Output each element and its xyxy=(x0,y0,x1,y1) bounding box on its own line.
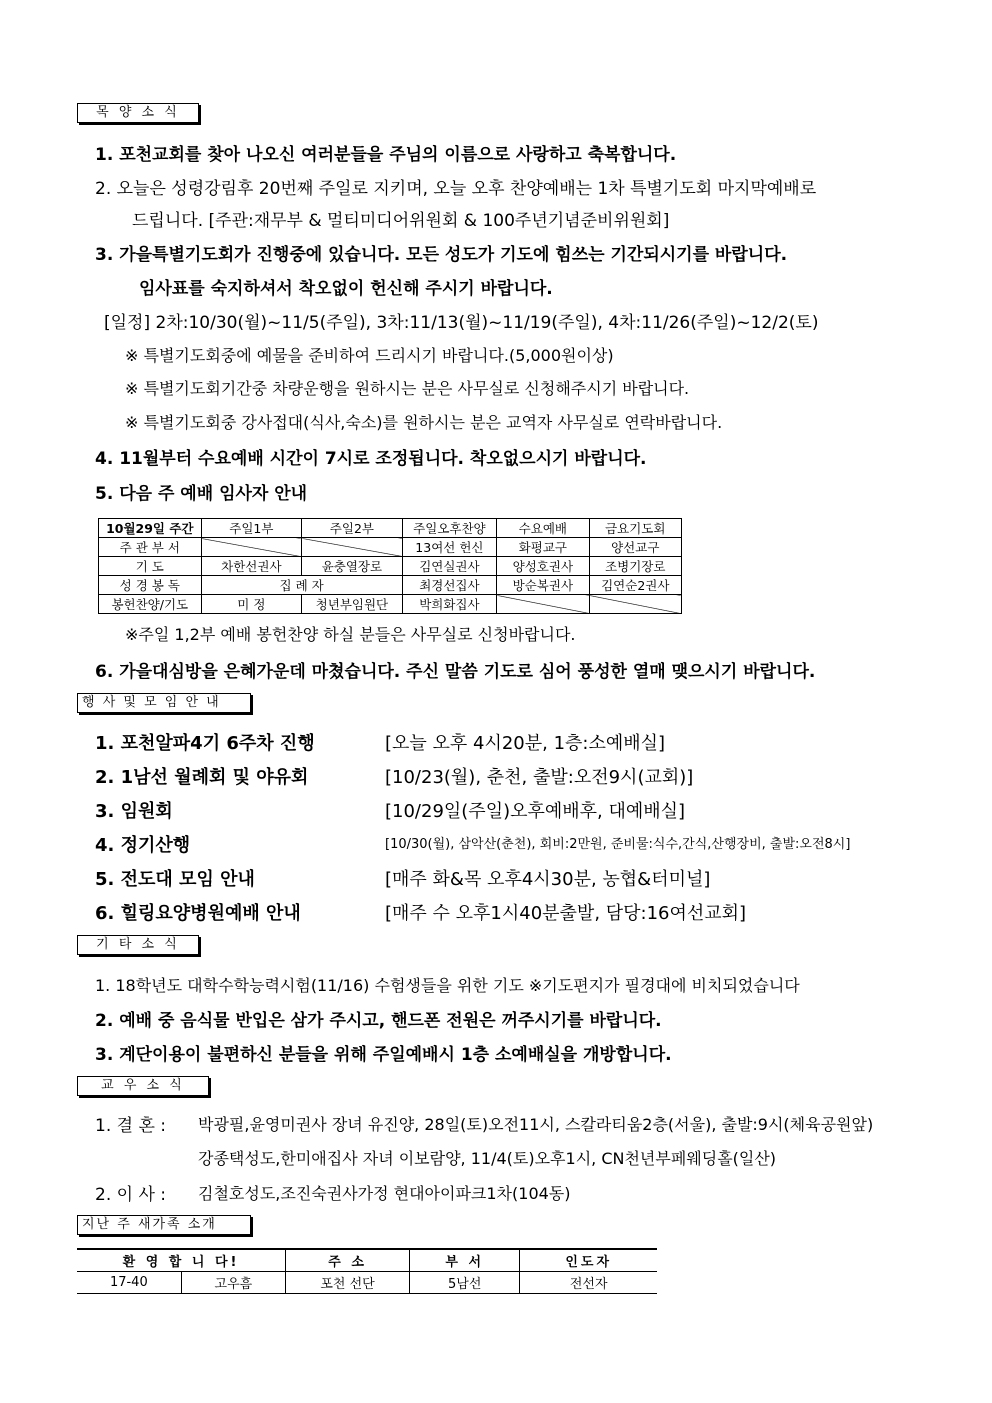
table-row xyxy=(77,1272,657,1294)
section-pastoral-header: 목 양 소 식 xyxy=(77,103,199,123)
service-schedule-table xyxy=(98,518,682,614)
new-family-header: 환 영 합 니 다! xyxy=(77,1249,286,1272)
table-cell: 박희화집사 xyxy=(402,595,496,614)
section-new-family-header: 지난 주 새가족 소개 xyxy=(77,1215,251,1235)
table-cell: 미 정 xyxy=(201,595,302,614)
schedule-header-col: 주일오후찬양 xyxy=(402,519,496,538)
event-detail: [매주 화&목 오후4시30분, 농협&터미널] xyxy=(385,869,711,890)
table-cell: 주 관 부 서 xyxy=(99,538,202,557)
note-speaker: ※ 특별기도회중 강사접대(식사,숙소)를 원하시는 분은 교역자 사무실로 연락바랍니다. xyxy=(125,413,723,432)
schedule-header-col: 금요기도회 xyxy=(589,519,681,538)
event-title: 2. 1남선 월례회 및 야유회 xyxy=(95,767,309,788)
table-cell: 차한선권사 xyxy=(201,557,302,576)
table-cell: 양선교구 xyxy=(589,538,681,557)
new-family-header: 주 소 xyxy=(286,1249,410,1272)
table-cell: 양성호권사 xyxy=(497,557,589,576)
wedding-entry-1: 박광필,윤영미권사 장녀 유진양, 28일(토)오전11시, 스칼라티움2층(서울), 출발:9시(체육공원앞) xyxy=(198,1115,874,1134)
new-family-table xyxy=(77,1248,657,1294)
table-cell-empty xyxy=(589,595,681,614)
table-row xyxy=(99,576,682,595)
section-members-header: 교 우 소 식 xyxy=(77,1076,209,1096)
section-etc-header: 기 타 소 식 xyxy=(77,935,199,955)
table-row xyxy=(77,1249,657,1272)
event-detail: [오늘 오후 4시20분, 1층:소예배실] xyxy=(385,733,666,754)
table-cell: 봉헌찬양/기도 xyxy=(99,595,202,614)
table-cell: 기 도 xyxy=(99,557,202,576)
pastoral-item-3: 3. 가을특별기도회가 진행중에 있습니다. 모든 성도가 기도에 힘쓰는 기간되시기를 바랍니다. xyxy=(95,245,788,265)
event-detail: [10/30(월), 삼악산(춘천), 회비:2만원, 준비물:식수,간식,산행장비, 출발:오전8시] xyxy=(385,837,851,852)
etc-item-1: 1. 18학년도 대학수학능력시험(11/16) 수험생들을 위한 기도 ※기도편지가 필경대에 비치되었습니다 xyxy=(95,976,800,995)
table-row xyxy=(99,538,682,557)
table-cell: 김연순2권사 xyxy=(589,576,681,595)
schedule-header-col: 주일2부 xyxy=(302,519,403,538)
note-vehicle: ※ 특별기도회기간중 차량운행을 원하시는 분은 사무실로 신청해주시기 바랍니다. xyxy=(125,379,690,398)
new-family-header: 부 서 xyxy=(410,1249,520,1272)
table-cell: 조병기장로 xyxy=(589,557,681,576)
table-row xyxy=(99,557,682,576)
event-title: 3. 임원회 xyxy=(95,801,173,822)
table-cell: 화평교구 xyxy=(497,538,589,557)
table-row xyxy=(99,595,682,614)
move-entry: 김철호성도,조진숙권사가정 현대아이파크1차(104동) xyxy=(198,1184,571,1203)
table-cell: 13여선 헌신 xyxy=(402,538,496,557)
schedule-header-col: 주일1부 xyxy=(201,519,302,538)
new-family-header: 인도자 xyxy=(520,1249,657,1272)
table-cell-empty xyxy=(201,538,302,557)
table-cell: 윤충열장로 xyxy=(302,557,403,576)
table-cell: 5남선 xyxy=(410,1272,520,1294)
wedding-label: 1. 결 혼 : xyxy=(95,1116,167,1136)
table-cell: 방순복권사 xyxy=(497,576,589,595)
table-cell: 집 례 자 xyxy=(201,576,402,595)
table-cell: 최경선집사 xyxy=(402,576,496,595)
move-label: 2. 이 사 : xyxy=(95,1185,167,1205)
table-cell: 포천 선단 xyxy=(286,1272,410,1294)
event-title: 5. 전도대 모임 안내 xyxy=(95,869,255,890)
table-cell: 청년부임원단 xyxy=(302,595,403,614)
table-cell: 전선자 xyxy=(520,1272,657,1294)
note-offering: ※ 특별기도회중에 예물을 준비하여 드리시기 바랍니다.(5,000원이상) xyxy=(125,346,614,365)
schedule-header-week: 10월29일 주간 xyxy=(99,519,202,538)
section-events-header: 행 사 및 모 임 안 내 xyxy=(77,693,251,713)
pastoral-item-2: 2. 오늘은 성령강림후 20번째 주일로 지키며, 오늘 오후 찬양예배는 1차 특별기도회 마지막예배로 xyxy=(95,179,817,199)
event-title: 1. 포천알파4기 6주차 진행 xyxy=(95,733,315,754)
etc-item-3: 3. 계단이용이 불편하신 분들을 위해 주일예배시 1층 소예배실을 개방합니다. xyxy=(95,1045,672,1065)
table-cell-empty xyxy=(302,538,403,557)
event-detail: [10/23(월), 춘천, 출발:오전9시(교회)] xyxy=(385,767,694,788)
table-cell-empty xyxy=(497,595,589,614)
pastoral-item-6: 6. 가을대심방을 은혜가운데 마쳤습니다. 주신 말씀 기도로 심어 풍성한 열매 맺으시기 바랍니다. xyxy=(95,662,816,682)
event-detail: [10/29일(주일)오후예배후, 대예배실] xyxy=(385,801,686,822)
wedding-entry-2: 강종택성도,한미애집사 자녀 이보람양, 11/4(토)오후1시, CN천년부페웨딩홀(일산) xyxy=(198,1149,777,1168)
event-detail: [매주 수 오후1시40분출발, 담당:16여선교회] xyxy=(385,903,747,924)
table-cell: 성 경 봉 독 xyxy=(99,576,202,595)
pastoral-item-1: 1. 포천교회를 찾아 나오신 여러분들을 주님의 이름으로 사랑하고 축복합니다. xyxy=(95,145,677,165)
table-cell: 고우흠 xyxy=(181,1272,285,1294)
table-row xyxy=(99,519,682,538)
schedule-dates: [일정] 2차:10/30(월)~11/5(주일), 3차:11/13(월)~11/19(주일), 4차:11/26(주일)~12/2(토) xyxy=(104,313,819,333)
table-cell: 17-40 xyxy=(77,1272,181,1294)
pastoral-item-2b: 드립니다. [주관:재무부 & 멀티미디어위원회 & 100주년기념준비위원회] xyxy=(132,211,670,231)
schedule-header-col: 수요예배 xyxy=(497,519,589,538)
event-title: 6. 힐링요양병원예배 안내 xyxy=(95,903,301,924)
pastoral-item-3b: 임사표를 숙지하셔서 착오없이 헌신해 주시기 바랍니다. xyxy=(139,279,553,299)
table-cell: 김연실권사 xyxy=(402,557,496,576)
event-title: 4. 정기산행 xyxy=(95,835,191,856)
schedule-note: ※주일 1,2부 예배 봉헌찬양 하실 분들은 사무실로 신청바랍니다. xyxy=(125,625,576,644)
pastoral-item-4: 4. 11월부터 수요예배 시간이 7시로 조정됩니다. 착오없으시기 바랍니다. xyxy=(95,449,647,469)
etc-item-2: 2. 예배 중 음식물 반입은 삼가 주시고, 핸드폰 전원은 꺼주시기를 바랍니다. xyxy=(95,1011,662,1031)
pastoral-item-5: 5. 다음 주 예배 임사자 안내 xyxy=(95,484,308,504)
